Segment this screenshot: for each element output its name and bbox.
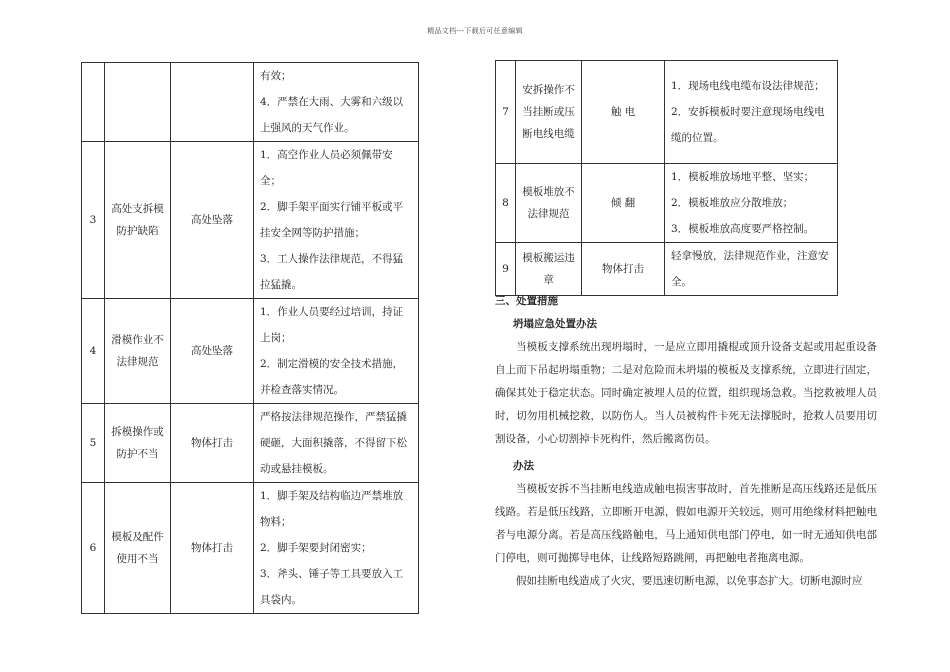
row-number [82, 63, 105, 142]
table-row [82, 483, 419, 614]
measure-line: 严格按法律规范操作，严禁猛撬硬砸，大面积撬落，不得留下松动或悬挂模板。 [260, 411, 407, 475]
accident-type: 触 电 [582, 61, 665, 164]
section-title: 三、处置措施 [495, 295, 558, 307]
risk-factor: 模板堆放不法律规范 [516, 164, 582, 243]
measures-cell [665, 243, 838, 296]
risk-factor: 模板搬运违章 [516, 243, 582, 296]
measure-line: 2．制定滑模的安全技术措施，并检查落实情况。 [260, 358, 404, 396]
measure-line: 1．模板堆放场地平整、坚实； [671, 171, 815, 183]
measures-cell [254, 142, 419, 299]
row-number: 6 [82, 483, 105, 614]
risk-factor: 拆模操作或防护不当 [105, 404, 171, 483]
table-row [82, 63, 419, 142]
risk-factor: 滑模作业不法律规范 [105, 299, 171, 404]
row-number: 3 [82, 142, 105, 299]
measure-line: 3．工人操作法律规范，不得猛拉猛撬。 [260, 253, 404, 291]
row-number: 8 [496, 164, 516, 243]
risk-factor: 模板及配件使用不当 [105, 483, 171, 614]
subsection-title: 坍塌应急处置办法 [513, 318, 597, 330]
row-number: 5 [82, 404, 105, 483]
row-number: 4 [82, 299, 105, 404]
row-number: 7 [496, 61, 516, 164]
paragraph: 当模板安拆不当挂断电线造成触电损害事故时，首先推断是高压线路还是低压线路。若是低压线路，立即断开电源，假如电源开关较远，则可用绝缘材料把触电者与电源分离。若是高压线路触电，马上通知供电部门停电，如一时无通知供电部门停电，则可抛掷导电体，让线路短路跳闸，再把触电者拖离电源。 [495, 483, 877, 564]
measure-line: 1．脚手架及结构临边严禁堆放物料； [260, 490, 404, 528]
table-row [496, 61, 838, 164]
measure-line: 2．安拆模板时要注意现场电线电缆的位置。 [671, 106, 825, 144]
table-row [82, 142, 419, 299]
measure-line: 2．脚手架要封闭密实； [260, 542, 372, 554]
accident-type [171, 63, 254, 142]
risk-factor: 高处支拆模防护缺陷 [105, 142, 171, 299]
paragraph: 假如挂断电线造成了火灾，要迅速切断电源，以免事态扩大。切断电源时应 [516, 575, 863, 587]
measure-line: 2．脚手架平面实行铺平板或平挂安全网等防护措施； [260, 201, 404, 239]
measures-cell [254, 63, 419, 142]
risk-factor: 安拆操作不当挂断或压断电线电缆 [516, 61, 582, 164]
risk-factor [105, 63, 171, 142]
accident-type: 倾 翻 [582, 164, 665, 243]
page-header: 精品文档---下载后可任意编辑 [427, 27, 523, 35]
disposal-section [495, 290, 877, 593]
accident-type: 物体打击 [171, 404, 254, 483]
measures-cell [665, 164, 838, 243]
measure-line: 3．斧头、锤子等工具要放入工具袋内。 [260, 568, 404, 606]
accident-type: 高处坠落 [171, 142, 254, 299]
accident-type: 物体打击 [171, 483, 254, 614]
measure-line: 3．模板堆放高度要严格控制。 [671, 223, 815, 235]
table-row [82, 299, 419, 404]
measures-cell [665, 61, 838, 164]
measure-line: 1．现场电线电缆布设法律规范； [671, 80, 825, 92]
measure-line: 2．模板堆放应分散堆放； [671, 197, 794, 209]
row-number: 9 [496, 243, 516, 296]
accident-type: 物体打击 [582, 243, 665, 296]
measures-cell [254, 299, 419, 404]
table-row [82, 404, 419, 483]
measure-line: 1．高空作业人员必须佩带安全； [260, 149, 393, 187]
risk-table-right [495, 60, 838, 296]
risk-table-left [81, 62, 419, 614]
measure-line: 4．严禁在大雨、大雾和六级以上强风的天气作业。 [260, 96, 404, 134]
table-row [496, 164, 838, 243]
paragraph: 当模板支撑系统出现坍塌时，一是应立即用撬棍或顶升设备支起或用起重设备自上而下吊起坍塌重物；二是对危险而未坍塌的模板及支撑系统，立即进行固定，确保其处于稳定状态。同时确定被埋人员的位置，组织现场急救。当挖救被埋人员时，切勿用机械挖救，以防伤人。当人员被构件卡死无法撑脱时，抢救人员要用切割设备，小心切割掉卡死构件，然后搬离伤员。 [495, 341, 877, 445]
table-row [496, 243, 838, 296]
subsection-title: 办法 [513, 460, 534, 472]
accident-type: 高处坠落 [171, 299, 254, 404]
measures-cell [254, 483, 419, 614]
measures-cell [254, 404, 419, 483]
measure-line: 轻拿慢放，法律规范作业，注意安全。 [671, 250, 829, 288]
measure-line: 有效； [260, 70, 292, 82]
measure-line: 1．作业人员要经过培训，持证上岗； [260, 306, 404, 344]
